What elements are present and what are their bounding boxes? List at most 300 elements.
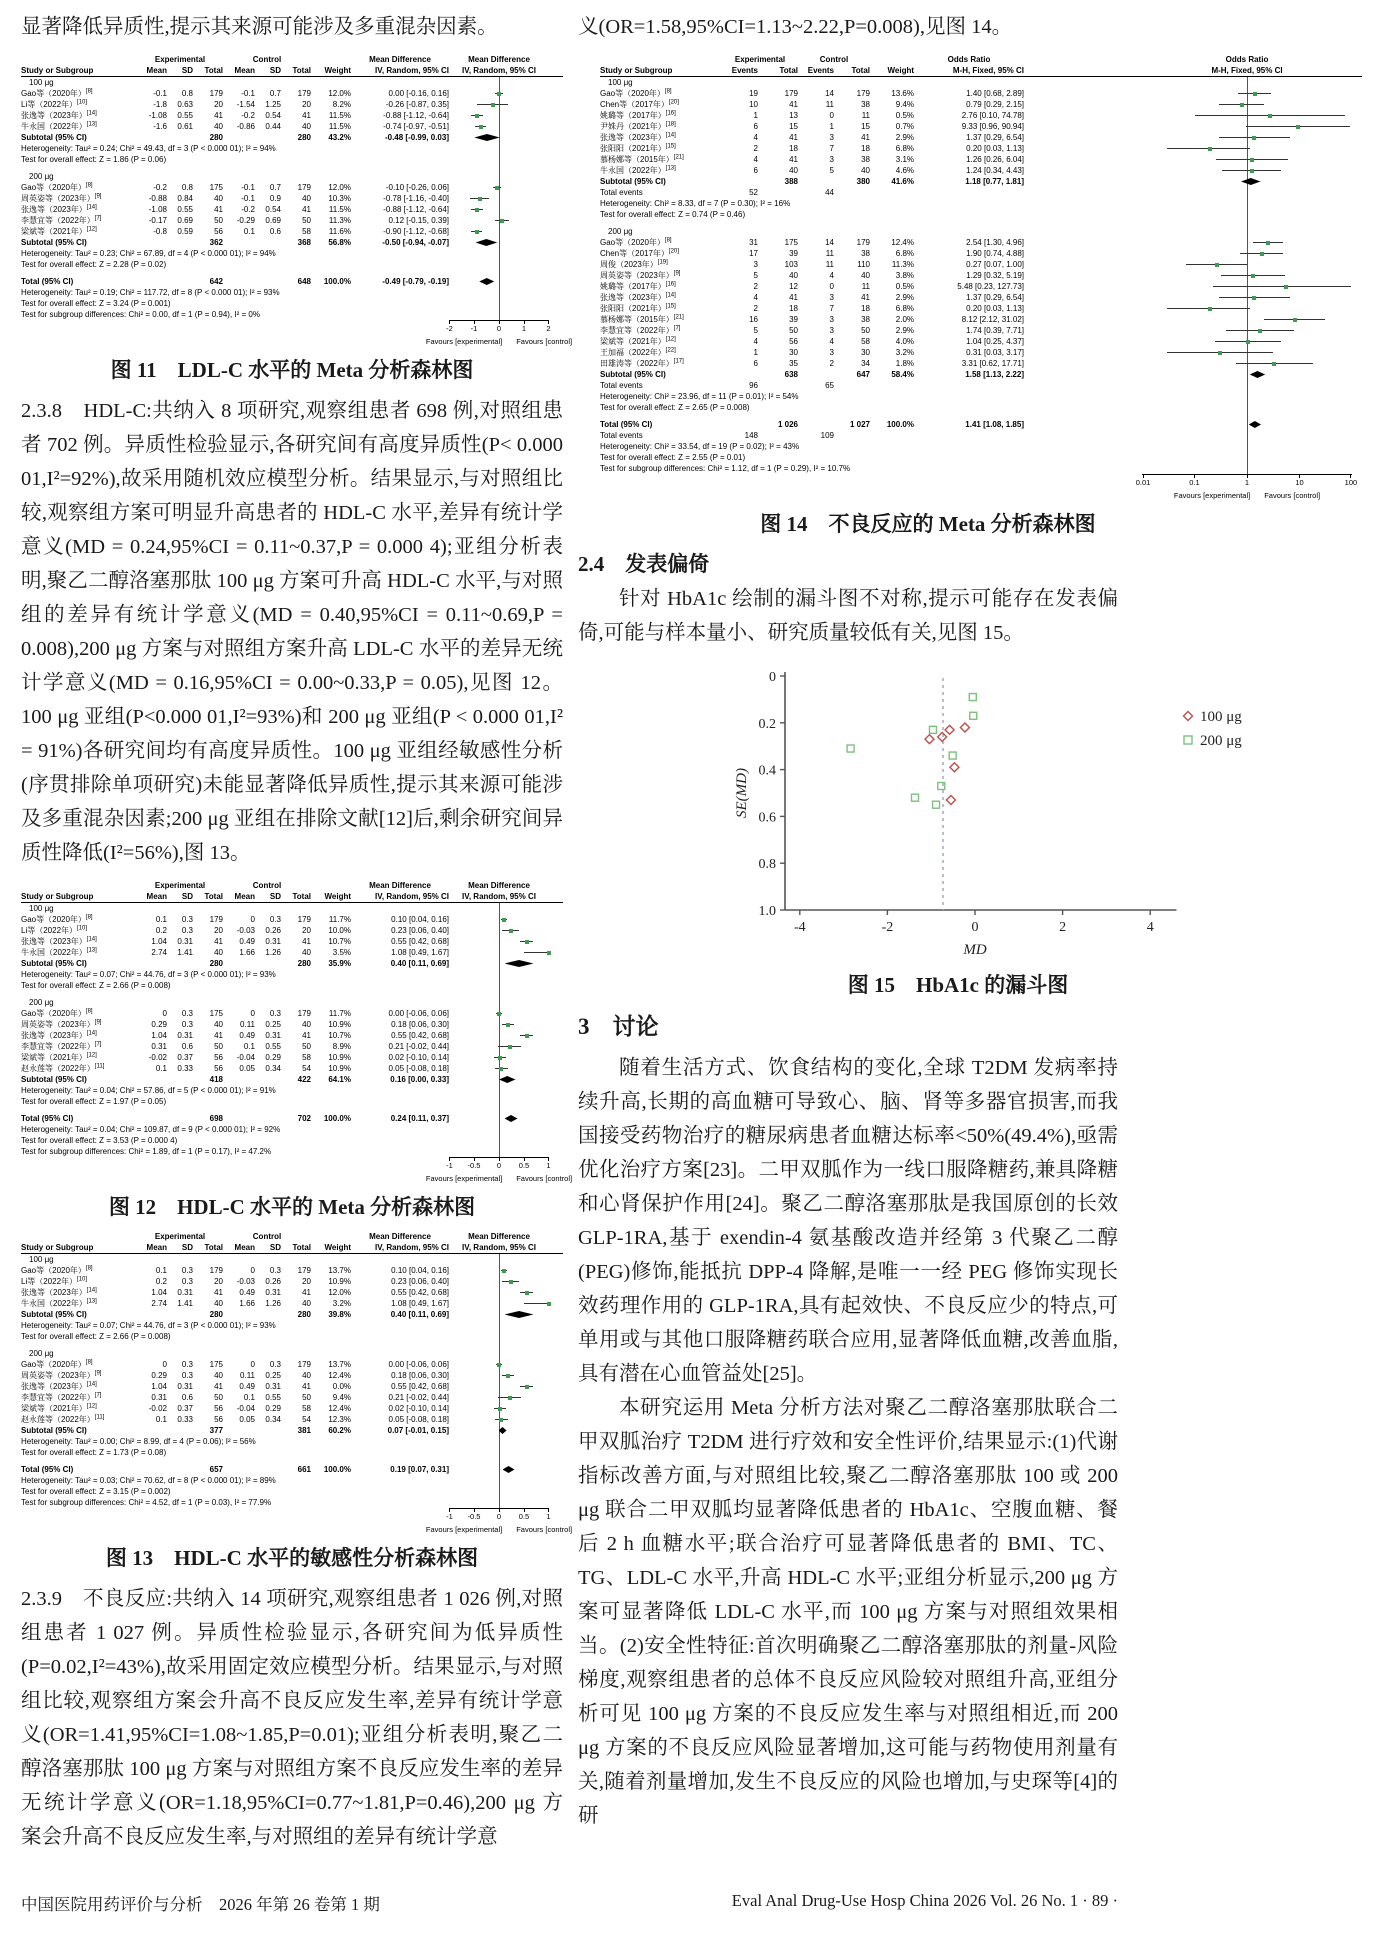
value-cell: 40	[214, 194, 223, 203]
zero-line	[499, 1030, 500, 1041]
point-estimate-marker	[1266, 241, 1270, 245]
data-point-100ug	[950, 763, 959, 772]
estimate-cell: -0.50 [-0.94, -0.07]	[382, 238, 449, 247]
stats-note-row	[21, 154, 563, 165]
value-cell: 10.9%	[328, 1053, 351, 1062]
value-cell: 30	[861, 348, 870, 357]
column-header-sd: SD	[181, 892, 193, 901]
discussion-paragraph-1: 随着生活方式、饮食结构的变化,全球 T2DM 发病率持续升高,长期的高血糖可导致心、脑、肾等多器官损害,而我国接受药物治疗的糖尿病患者血糖达标率<50%(49.4%),亟需优化治疗方案[23]。二甲双胍作为一线口服降糖药,兼具降糖和心肾保护作用[24]。聚乙二醇洛塞那肽是我国原创的长效 GLP-1RA,基于 exendin-4 氨基酸改造并经第 3 代聚乙二醇(PEG)修饰,能抵抗 DPP-4 降解,是唯一一经 PEG 修饰实现长效药理作用的 GLP-1RA,具有起效快、不良反应少的特点,可单用或与其他口服降糖药联合应用,显著降低血糖,改善血脂,具有潜在心血管益处[25]。	[578, 1057, 1118, 1385]
value-cell: 3.2%	[332, 1299, 351, 1308]
value-cell: 60.2%	[328, 1426, 351, 1435]
column-header-mean: Mean	[146, 66, 167, 75]
reference-superscript: [13]	[665, 165, 676, 172]
study-row	[21, 1381, 563, 1392]
reference-superscript: [11]	[94, 1414, 105, 1421]
value-cell: 15	[789, 122, 798, 131]
estimate-cell: 0.18 [0.06, 0.30]	[391, 1020, 449, 1029]
study-row	[600, 88, 1362, 99]
forest-plot-cell	[449, 287, 549, 298]
value-cell: 377	[209, 1426, 223, 1435]
reference-superscript: [13]	[86, 121, 97, 128]
value-cell: 0	[162, 1009, 167, 1018]
stats-note-row	[600, 391, 1362, 402]
estimate-cell: 1.74 [0.39, 7.71]	[966, 326, 1024, 335]
y-tick-label: 0.6	[758, 810, 776, 826]
forest-plot-cell	[1142, 281, 1352, 292]
value-cell: 3	[829, 155, 834, 164]
stats-note-row	[21, 1447, 563, 1458]
forest-plot-cell	[449, 1447, 549, 1458]
study-row	[21, 182, 563, 193]
study-label: Subtotal (95% CI)	[21, 959, 87, 968]
zero-line	[499, 309, 500, 320]
column-header-mean: Mean	[146, 892, 167, 901]
value-cell: 10.7%	[328, 937, 351, 946]
zero-line	[499, 171, 500, 182]
estimate-cell: 0.55 [0.42, 0.68]	[391, 1031, 449, 1040]
footer-journal-name-cn: 中国医院用药评价与分析 2026 年第 26 卷第 1 期	[21, 1895, 380, 1914]
value-cell: 58.4%	[891, 370, 914, 379]
reference-superscript: [8]	[85, 182, 93, 189]
study-column-header: Study or Subgroup	[21, 66, 94, 75]
reference-superscript: [9]	[673, 270, 681, 277]
forest-plot-cell	[449, 1348, 549, 1359]
zero-line	[499, 1298, 500, 1309]
estimate-cell: 0.12 [-0.15, 0.39]	[388, 216, 449, 225]
value-cell: 2	[753, 144, 758, 153]
forest-plot-cell	[1142, 187, 1352, 198]
value-cell: -0.2	[241, 205, 255, 214]
point-estimate-marker	[497, 92, 501, 96]
total-events-control: 65	[825, 381, 834, 390]
value-cell: 0.31	[177, 937, 193, 946]
stats-note: Heterogeneity: Tau² = 0.07; Chi² = 44.76, df = 3 (P < 0.000 01); I² = 93%	[21, 1321, 276, 1330]
reference-superscript: [8]	[85, 1008, 93, 1015]
estimate-cell: 1.04 [0.25, 4.37]	[966, 337, 1024, 346]
value-cell: 41	[302, 1382, 311, 1391]
stats-note-row	[21, 1146, 563, 1157]
value-cell: 9.4%	[332, 1393, 351, 1402]
point-estimate-marker	[1272, 362, 1276, 366]
value-cell: 40	[214, 1020, 223, 1029]
reference-superscript: [8]	[85, 1265, 93, 1272]
value-cell: -0.17	[148, 216, 167, 225]
study-label: Gao等（2020年）[8]	[21, 88, 93, 98]
value-cell: 40	[861, 271, 870, 280]
forest-plot-cell	[449, 1019, 549, 1030]
stats-note-row	[21, 969, 563, 980]
forest-plot-cell	[1142, 237, 1352, 248]
estimate-cell: 1.41 [1.08, 1.85]	[965, 420, 1024, 429]
value-cell: 418	[209, 1075, 223, 1084]
zero-line	[499, 997, 500, 1008]
value-cell: 11.7%	[328, 1009, 351, 1018]
forest-plot-cell	[449, 980, 549, 991]
point-estimate-marker	[1252, 136, 1256, 140]
value-cell: 0.11	[240, 1020, 255, 1029]
value-cell: 50	[214, 216, 223, 225]
study-label: 李慧宜等（2022年）[7]	[600, 325, 681, 335]
forest-plot-cell	[1142, 369, 1352, 380]
zero-line	[1247, 226, 1248, 237]
value-cell: 0.1	[155, 1266, 167, 1275]
study-row	[600, 292, 1362, 303]
total-events-experimental: 148	[744, 431, 758, 440]
study-label: 周英姿等（2023年）[9]	[21, 1370, 102, 1380]
study-label: 牛永国（2022年）[13]	[21, 947, 97, 957]
legend-square-icon	[1184, 736, 1192, 744]
estimate-cell: -0.48 [-0.99, 0.03]	[384, 133, 449, 142]
zero-line	[1247, 419, 1248, 430]
estimate-cell: 5.48 [0.23, 127.73]	[957, 282, 1024, 291]
funnel-plot-fig15	[578, 658, 1362, 963]
reference-superscript: [14]	[665, 292, 676, 299]
point-estimate-marker	[500, 219, 504, 223]
study-label: 赵永莲等（2022年）[11]	[21, 1063, 105, 1073]
estimate-cell: 1.40 [0.68, 2.89]	[966, 89, 1024, 98]
forest-plot-cell	[449, 903, 549, 914]
y-tick-label: 0.2	[758, 716, 776, 732]
value-cell: 0.1	[243, 1042, 255, 1051]
stats-note-row	[600, 402, 1362, 413]
value-cell: 35.9%	[328, 959, 351, 968]
data-point-200ug	[929, 726, 936, 733]
stats-note-row	[21, 1096, 563, 1107]
forest-plot-cell	[1142, 347, 1352, 358]
axis-tick-label: -2	[446, 324, 453, 333]
value-cell: 1.04	[151, 1382, 167, 1391]
reference-superscript: [14]	[86, 1287, 97, 1294]
plot-effect-header: Mean Difference	[468, 1232, 530, 1241]
subtotal-row	[21, 1309, 563, 1320]
value-cell: 100.0%	[886, 420, 914, 429]
study-label: Gao等（2020年）[8]	[600, 88, 672, 98]
zero-line	[1247, 430, 1248, 441]
zero-line	[1247, 198, 1248, 209]
value-cell: 0.49	[239, 1288, 255, 1297]
value-cell: 0.37	[177, 1053, 193, 1062]
stats-note: Test for subgroup differences: Chi² = 0.00, df = 1 (P = 0.94), I² = 0%	[21, 310, 260, 319]
plot-effect-header: Odds Ratio	[1225, 55, 1269, 64]
reference-superscript: [8]	[85, 88, 93, 95]
column-header-total: Total	[779, 66, 798, 75]
value-cell: 38	[861, 249, 870, 258]
study-row	[600, 132, 1362, 143]
value-cell: 0.3	[269, 1266, 281, 1275]
data-point-200ug	[969, 694, 976, 701]
reference-superscript: [14]	[665, 132, 676, 139]
value-cell: 18	[789, 144, 798, 153]
reference-superscript: [21]	[673, 154, 684, 161]
value-cell: 0	[250, 915, 255, 924]
forest-plot-cell	[449, 1096, 549, 1107]
forest-plot-cell	[449, 309, 549, 320]
forest-plot-cell	[449, 143, 549, 154]
value-cell: 39.8%	[328, 1310, 351, 1319]
estimate-cell: 0.21 [-0.02, 0.44]	[388, 1393, 449, 1402]
subgroup-label: 100 μg	[608, 78, 633, 87]
estimate-cell: 0.00 [-0.06, 0.06]	[388, 1360, 449, 1369]
paragraph-continuation: 显著降低异质性,提示其来源可能涉及多重混杂因素。	[21, 16, 498, 38]
forest-plot-cell	[449, 1370, 549, 1381]
value-cell: 41	[789, 100, 798, 109]
value-cell: 0.26	[265, 1277, 281, 1286]
pooled-diamond	[499, 1076, 516, 1083]
column-header-sd: SD	[181, 66, 193, 75]
value-cell: 175	[209, 183, 223, 192]
reference-superscript: [7]	[94, 215, 102, 222]
value-cell: 40	[861, 166, 870, 175]
forest-plot-cell	[1142, 259, 1352, 270]
value-cell: 18	[789, 304, 798, 313]
forest-plot-cell	[1142, 270, 1352, 281]
stats-note-row	[21, 1486, 563, 1497]
value-cell: 6	[753, 359, 758, 368]
value-cell: 3.5%	[332, 948, 351, 957]
value-cell: 280	[209, 1310, 223, 1319]
zero-line	[499, 936, 500, 947]
study-row	[21, 193, 563, 204]
method-header: IV, Random, 95% CI	[375, 892, 449, 901]
value-cell: 5	[829, 166, 834, 175]
favours-row	[21, 1525, 573, 1536]
study-label: 姚璐等（2017年）[16]	[600, 281, 676, 291]
zero-line	[499, 1436, 500, 1447]
forest-plot-cell	[1142, 154, 1352, 165]
study-label: 周英姿等（2023年）[9]	[21, 1019, 102, 1029]
data-point-200ug	[847, 745, 854, 752]
axis-tick-label: 2	[546, 324, 551, 333]
value-cell: 0	[250, 1266, 255, 1275]
value-cell: 56.8%	[328, 238, 351, 247]
value-cell: 179	[856, 89, 870, 98]
value-cell: 0.05	[239, 1415, 255, 1424]
study-label: Subtotal (95% CI)	[21, 1310, 87, 1319]
value-cell: 38	[861, 315, 870, 324]
reference-superscript: [8]	[85, 914, 93, 921]
column-header-sd: SD	[269, 66, 281, 75]
zero-line	[1247, 441, 1248, 452]
study-label: Gao等（2020年）[8]	[21, 1359, 93, 1369]
study-row	[21, 110, 563, 121]
value-cell: 41	[302, 937, 311, 946]
value-cell: 58	[302, 1053, 311, 1062]
value-cell: 0.05	[239, 1064, 255, 1073]
value-cell: 20	[302, 100, 311, 109]
zero-line	[499, 1331, 500, 1342]
value-cell: 179	[209, 915, 223, 924]
value-cell: 0.31	[265, 1031, 281, 1040]
study-row	[21, 936, 563, 947]
value-cell: 0.0%	[332, 1382, 351, 1391]
study-row	[21, 947, 563, 958]
value-cell: 7	[829, 304, 834, 313]
x-tick-label: 0	[971, 920, 979, 935]
stats-note-row	[21, 1135, 563, 1146]
value-cell: 58	[861, 337, 870, 346]
stats-note-row	[21, 1497, 563, 1508]
value-cell: -1.08	[148, 205, 167, 214]
forest-header-row	[21, 1231, 563, 1242]
forest-plot-cell	[449, 1030, 549, 1041]
value-cell: 5	[753, 326, 758, 335]
zero-line	[499, 1265, 500, 1276]
value-cell: 0.31	[265, 1288, 281, 1297]
point-estimate-marker	[1246, 340, 1250, 344]
favours-labels	[419, 337, 579, 346]
subgroup-label: 200 μg	[29, 172, 54, 181]
zero-line	[499, 121, 500, 132]
estimate-cell: 0.19 [0.07, 0.31]	[390, 1465, 449, 1474]
point-estimate-marker	[525, 1034, 529, 1038]
stats-note: Test for overall effect: Z = 3.24 (P = 0.001)	[21, 299, 171, 308]
value-cell: 40	[214, 1371, 223, 1380]
value-cell: -0.1	[241, 183, 255, 192]
total-events-experimental: 52	[749, 188, 758, 197]
point-estimate-marker	[498, 1407, 502, 1411]
axis-tick-label: 1	[521, 324, 527, 333]
stats-note-row	[21, 143, 563, 154]
subgroup-label: 200 μg	[29, 998, 54, 1007]
value-cell: 0.1	[243, 1393, 255, 1402]
study-row	[600, 270, 1362, 281]
zero-line	[499, 1019, 500, 1030]
total-row	[600, 419, 1362, 430]
stats-note: Heterogeneity: Chi² = 33.54, df = 19 (P = 0.02); I² = 43%	[600, 442, 800, 451]
reference-superscript: [10]	[77, 1276, 88, 1283]
value-cell: 0.26	[265, 926, 281, 935]
forest-plot-cell	[449, 1287, 549, 1298]
discussion-paragraph-2: 本研究运用 Meta 分析方法对聚乙二醇洛塞那肽联合二甲双胍治疗 T2DM 进行疗效和安全性评价,结果显示:(1)代谢指标改善方面,与对照组比较,聚乙二醇洛塞那肽 100 或 200 μg 联合二甲双胍均显著降低患者的 HbA1c、空腹血糖、餐后 2 h 血糖水平;联合治疗可显著降低患者的 BMI、TC、TG、LDL-C 水平,升高 HDL-C 水平;亚组分析显示,200 μg 方案可显著降低 LDL-C 水平,而 100 μg 方案与对照组效果相当。(2)安全性特征:首次明确聚乙二醇洛塞那肽的剂量-风险梯度,观察组患者的总体不良反应风险较对照组升高,亚组分析可见 100 μg 方案的不良反应发生率与对照组相近,而 200 μg 方案的不良反应风险显著增加,这可能与药物使用剂量有关,随着剂量增加,发生不良反应的风险也增加,与史琛等[4]的研	[578, 1397, 1118, 1827]
estimate-cell: 0.20 [0.03, 1.13]	[966, 304, 1024, 313]
value-cell: -0.86	[236, 122, 255, 131]
value-cell: 0.29	[265, 1404, 281, 1413]
zero-line	[1247, 402, 1248, 413]
value-cell: 38	[861, 155, 870, 164]
forest-plot-cell	[1142, 303, 1352, 314]
value-cell: 14	[825, 89, 834, 98]
estimate-cell: 0.23 [0.06, 0.40]	[391, 926, 449, 935]
forest-plot-fig11	[21, 54, 573, 348]
forest-plot-cell	[449, 1486, 549, 1497]
stats-note-row	[600, 198, 1362, 209]
figure-caption-13: 图 13 HDL-C 水平的敏感性分析森林图	[105, 1546, 479, 1570]
value-cell: 179	[297, 183, 311, 192]
value-cell: 0.59	[177, 227, 193, 236]
value-cell: 0	[829, 111, 834, 120]
axis-row	[21, 1508, 563, 1525]
study-label: 尹姝丹（2021年）[18]	[600, 121, 676, 131]
value-cell: 40	[789, 166, 798, 175]
forest-subheader-row	[600, 65, 1362, 77]
forest-plot-cell	[449, 88, 549, 99]
value-cell: 41	[214, 1288, 223, 1297]
value-cell: 10.9%	[328, 1277, 351, 1286]
value-cell: 31	[749, 238, 758, 247]
point-estimate-marker	[525, 1385, 529, 1389]
value-cell: -0.29	[236, 216, 255, 225]
study-label: Subtotal (95% CI)	[21, 1075, 87, 1084]
study-row	[600, 303, 1362, 314]
plot-effect-header: Mean Difference	[468, 55, 530, 64]
axis-tick-label: 0.01	[1135, 478, 1151, 487]
value-cell: 9.4%	[895, 100, 914, 109]
favours-control: Favours [control]	[516, 1525, 573, 1534]
value-cell: 2	[753, 282, 758, 291]
stats-note: Test for overall effect: Z = 2.55 (P = 0.01)	[600, 453, 746, 462]
estimate-cell: 0.24 [0.11, 0.37]	[390, 1114, 449, 1123]
method-header: IV, Random, 95% CI	[375, 1243, 449, 1252]
forest-plot-cell	[449, 1381, 549, 1392]
estimate-cell: 0.10 [0.04, 0.16]	[391, 1266, 449, 1275]
value-cell: 15	[861, 122, 870, 131]
forest-plot-cell	[449, 1320, 549, 1331]
zero-line	[499, 914, 500, 925]
axis-row	[21, 320, 563, 337]
reference-superscript: [14]	[86, 1381, 97, 1388]
forest-plot-cell	[1142, 419, 1352, 430]
value-cell: 0.31	[265, 1382, 281, 1391]
value-cell: 12.0%	[328, 89, 351, 98]
value-cell: 18	[861, 304, 870, 313]
axis-row	[21, 1157, 563, 1174]
estimate-cell: 1.08 [0.49, 1.67]	[391, 1299, 449, 1308]
value-cell: 0.55	[177, 205, 193, 214]
column-header-total: Total	[204, 66, 223, 75]
forest-plot-cell	[449, 1331, 549, 1342]
value-cell: 280	[297, 959, 311, 968]
value-cell: 0.6	[269, 227, 281, 236]
study-label: 慕杨娜等（2015年）[21]	[600, 314, 684, 324]
left-column	[21, 10, 573, 1854]
value-cell: 1 027	[849, 420, 870, 429]
estimate-cell: 0.16 [0.00, 0.33]	[390, 1075, 449, 1084]
paragraph-continuation: 义(OR=1.58,95%CI=1.13~2.22,P=0.008),见图 14。	[578, 16, 1013, 38]
plot-method-header: IV, Random, 95% CI	[462, 66, 536, 75]
value-cell: 3	[829, 133, 834, 142]
pooled-diamond	[476, 239, 498, 246]
study-row	[600, 336, 1362, 347]
column-header-total: Total	[204, 892, 223, 901]
subgroup-label-row	[21, 171, 563, 182]
stats-note: Test for overall effect: Z = 2.66 (P = 0.008)	[21, 981, 171, 990]
point-estimate-marker	[1208, 307, 1212, 311]
value-cell: 12.3%	[328, 1415, 351, 1424]
value-cell: 13.6%	[891, 89, 914, 98]
zero-line	[499, 143, 500, 154]
reference-superscript: [15]	[665, 303, 676, 310]
column-header-mean: Mean	[234, 66, 255, 75]
value-cell: 7	[829, 144, 834, 153]
point-estimate-marker	[1218, 351, 1222, 355]
value-cell: 41	[861, 293, 870, 302]
value-cell: 638	[784, 370, 798, 379]
subgroup-label: 200 μg	[608, 227, 633, 236]
value-cell: 422	[297, 1075, 311, 1084]
study-label: Total (95% CI)	[21, 277, 74, 286]
value-cell: 40	[789, 271, 798, 280]
point-estimate-marker	[1268, 114, 1272, 118]
study-row	[21, 1287, 563, 1298]
forest-plot-cell	[449, 958, 549, 969]
point-estimate-marker	[499, 1067, 503, 1071]
forest-plot-cell	[1142, 209, 1352, 220]
value-cell: 58	[302, 1404, 311, 1413]
group-header-experimental: Experimental	[154, 55, 206, 64]
data-point-100ug	[946, 796, 955, 805]
stats-note-row	[21, 1436, 563, 1447]
estimate-cell: 0.18 [0.06, 0.30]	[391, 1371, 449, 1380]
